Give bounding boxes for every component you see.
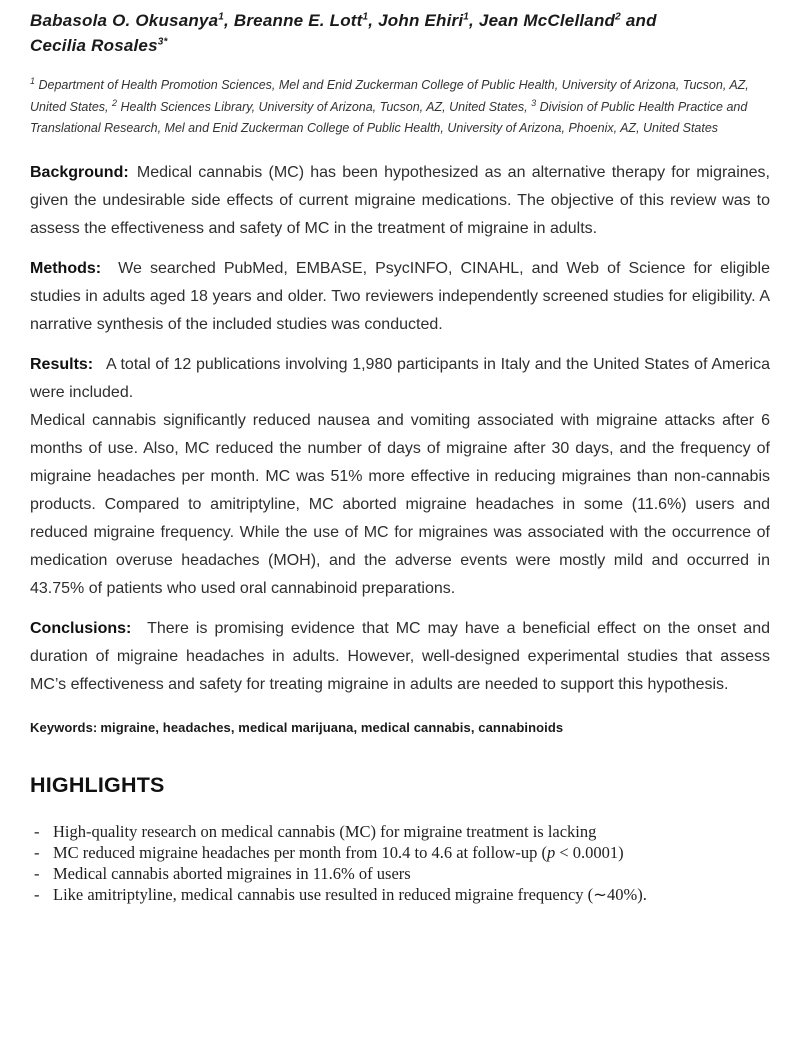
highlights-list: [30, 821, 770, 905]
abstract-section: [30, 159, 770, 699]
author-name: Breanne E. Lott$^1$,: [233, 11, 374, 30]
highlight-text: Medical cannabis aborted migraines in 11.6% of users: [53, 863, 411, 883]
highlight-item: [34, 884, 770, 905]
background-paragraph: [30, 159, 770, 243]
background-text: Medical cannabis (MC) has been hypothesized as an alternative therapy for migraines, given the undesirable side effects of current migraine medications. The objective of this review was to assess the effectiveness and safety of MC in the treatment of migraine in adults.: [30, 163, 770, 237]
author-affiliation-superscript: 2: [615, 11, 621, 23]
results-text: A total of 12 publications involving 1,980 participants in Italy and the United States of America were included.: [30, 355, 771, 401]
author-name: Cecilia Rosales$^{3*}$: [30, 36, 168, 55]
author-name: Jean McClelland$^2$ and: [478, 11, 657, 30]
author-affiliation-superscript: 3*: [157, 36, 168, 48]
affiliations: $^1$ Department of Health Promotion Sciences, Mel and Enid Zuckerman College of Public Health, University of Arizona, Tucson, AZ, United States, $^2$ Health Sciences Library, University of Arizona, Tucson, AZ, United States, $^3$ Division of Public Health Practice and Translational Research, Mel and Enid Zuckerman College of Public Health, University of Arizona, Phoenix, AZ, United States: [30, 75, 749, 135]
results-text-2: Medical cannabis significantly reduced nausea and vomiting associated with migraine attacks after 6 months of use. Also, MC reduced the number of days of migraine after 30 days, and the frequency of migraine headaches per month. MC was 51% more effective in reducing migraines than non-cannabis products. Compared to amitriptyline, MC aborted migraine headaches in some (11.6%) users and reduced migraine frequency. While the use of MC for migraines was associated with the occurrence of medication overuse headaches (MOH), and the adverse events were mostly mild and occurred in 43.75% of patients who used oral cannabinoid preparations.: [30, 411, 770, 597]
conclusions-paragraph: [30, 615, 770, 699]
bullet-dash: -: [34, 842, 40, 862]
keywords-line: [30, 719, 770, 737]
author-name: John Ehiri$^1$,: [378, 11, 474, 30]
bullet-dash: -: [34, 821, 40, 841]
author-affiliation-superscript: 1: [362, 11, 369, 23]
background-label: Background:: [30, 163, 129, 181]
keywords-text: migraine, headaches, medical marijuana, medical cannabis, cannabinoids: [100, 719, 564, 735]
results-label: Results:: [30, 355, 94, 373]
keywords-label: Keywords:: [30, 719, 98, 735]
author-affiliation-superscript: 1: [218, 11, 225, 23]
methods-text: We searched PubMed, EMBASE, PsycINFO, CINAHL, and Web of Science for eligible studies in adults aged 18 years and older. Two reviewers independently screened studies for eligibility. A narrative synthesis of the included studies was conducted.: [30, 259, 770, 333]
author-name: Babasola O. Okusanya$^1$,: [30, 11, 229, 30]
affiliation-superscript: 1: [30, 75, 36, 86]
conclusions-label: Conclusions:: [30, 619, 132, 637]
highlight-text: High-quality research on medical cannabis (MC) for migraine treatment is lacking: [53, 821, 597, 841]
conclusions-text: There is promising evidence that MC may have a beneficial effect on the onset and duration of migraine headaches in adults. However, well-designed experimental studies that assess MC’s effectiveness and safety for treating migraine in adults are needed to support this hypothesis.: [30, 619, 771, 693]
affiliation-superscript: 3: [531, 97, 537, 108]
results-paragraph-2: [30, 407, 770, 603]
results-paragraph: [30, 351, 770, 407]
bullet-dash: -: [34, 884, 40, 904]
methods-label: Methods:: [30, 259, 102, 277]
highlight-item: [34, 842, 770, 863]
highlight-text: MC reduced migraine headaches per month from 10.4 to 4.6 at follow-up (p < 0.0001): [53, 842, 624, 862]
highlights-heading: HIGHLIGHTS: [30, 772, 165, 797]
affiliation-superscript: 2: [112, 97, 118, 108]
highlight-item: [34, 821, 770, 842]
bullet-dash: -: [34, 863, 40, 883]
author-line: [30, 8, 770, 58]
highlight-text: Like amitriptyline, medical cannabis use resulted in reduced migraine frequency (∼40%).: [53, 884, 647, 904]
methods-paragraph: [30, 255, 770, 339]
highlight-item: [34, 863, 770, 884]
author-affiliation-superscript: 1: [463, 11, 470, 23]
paper-abstract-page: [30, 8, 770, 905]
